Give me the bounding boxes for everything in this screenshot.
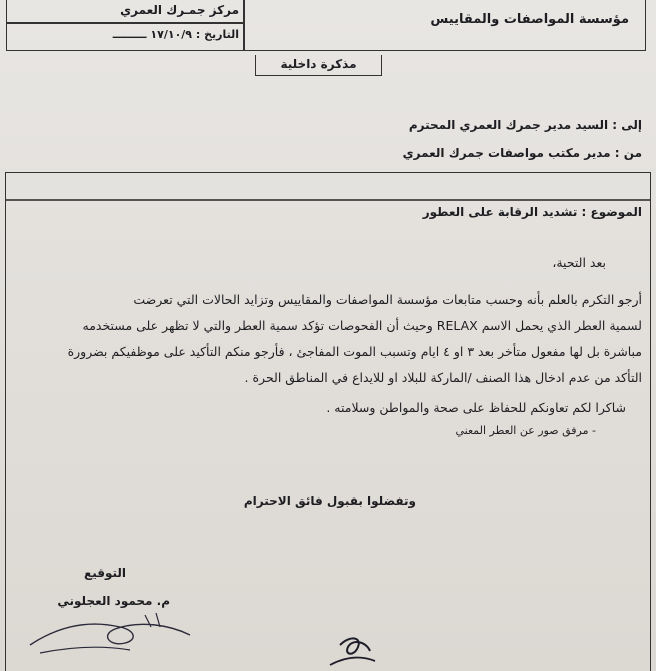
date-underline: ـــــــــ [112, 28, 147, 41]
thanks-line: شاكرا لكم تعاونكم للحفاظ على صحة والمواطن وسلامته . [326, 400, 626, 415]
from-line: من : مدير مكتب مواصفات جمرك العمري [402, 146, 642, 160]
document-type: مذكرة داخلية [280, 57, 357, 71]
subject-text: تشديد الرقابة على العطور [422, 205, 578, 219]
doc-type-box [255, 55, 382, 76]
subject-divider [6, 199, 650, 201]
handwritten-signature [20, 605, 220, 665]
organization-name: مؤسسة المواصفات والمقاييس [430, 12, 629, 27]
closing: وتفضلوا بقبول فائق الاحترام [243, 494, 416, 508]
body-line-3: مباشرة بل لها مفعول متأخر بعد ٣ او ٤ ايام وتسبب الموت المفاجئ ، فأرجو منكم التأكيد على موظفيكم بضرورة [67, 344, 642, 359]
greeting: بعد التحية، [552, 255, 606, 270]
handwritten-initials [300, 625, 390, 671]
body-line-4: التأكد من عدم ادخال هذا الصنف /الماركة للبلاد او للايداع في المناطق الحرة . [244, 370, 642, 385]
subject-frame [5, 172, 651, 229]
subject-line [423, 205, 642, 219]
customs-center-name: مركز جمـرك العمري [120, 3, 239, 17]
letterhead-divider [7, 22, 243, 24]
attachment-note: - مرفق صور عن العطر المعني [455, 424, 596, 437]
letterhead [6, 0, 646, 51]
subject-label: الموضوع : [581, 205, 642, 219]
date-label: التاريخ : [195, 28, 239, 41]
date-field [19, 28, 239, 41]
to-line: إلى : السيد مدير جمرك العمري المحترم [408, 118, 642, 132]
body-line-2: لسمية العطر الذي يحمل الاسم RELAX وحيث أن الفحوصات تؤكد سمية العطر والتي لا تظهر على مستخدمه [82, 318, 642, 333]
letterhead-divider [243, 0, 245, 50]
signatory-name: م. محمود العجلوني [57, 594, 170, 608]
date-value: ١٧/١٠/٩ [150, 28, 193, 41]
body-line-1: أرجو التكرم بالعلم بأنه وحسب متابعات مؤسسة المواصفات والمقاييس وتزايد الحالات التي تعرضت [133, 292, 642, 307]
signature-label: التوقيع [84, 566, 126, 580]
